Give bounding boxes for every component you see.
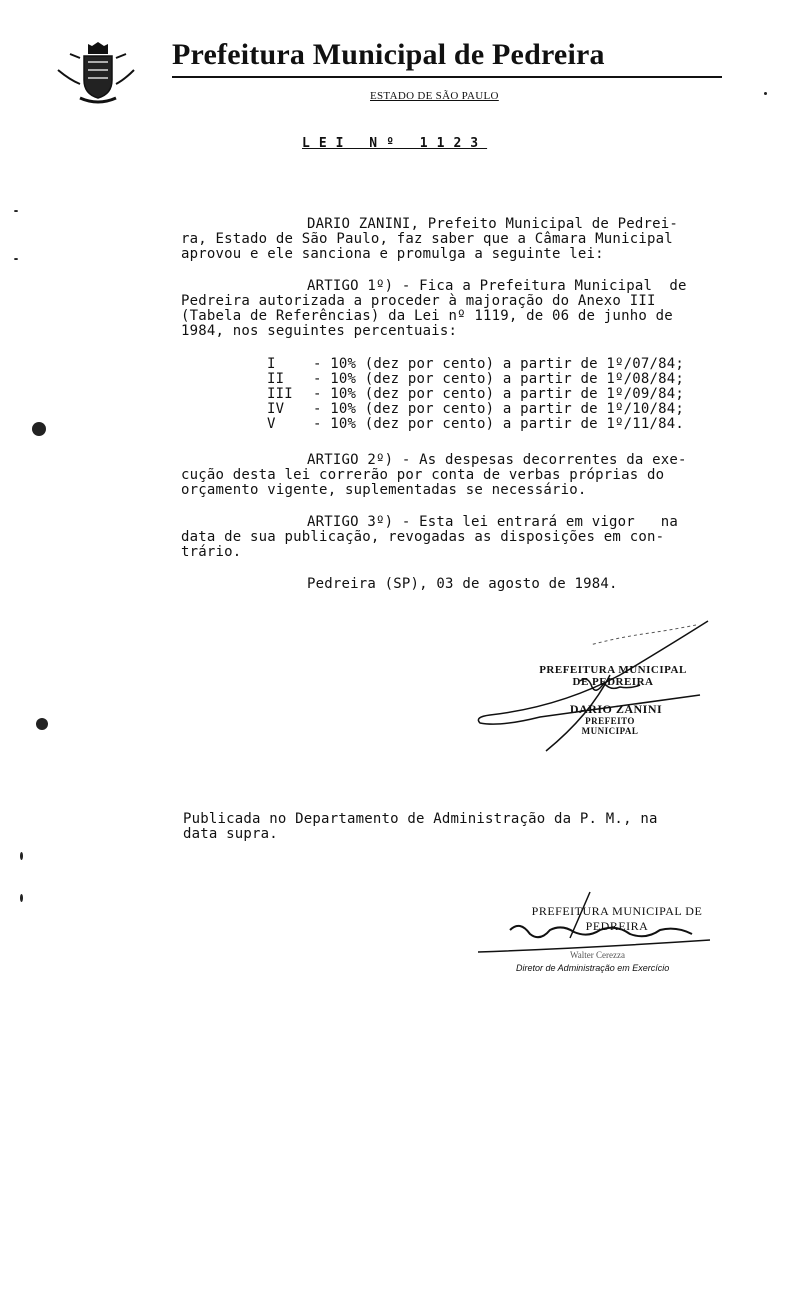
intro-paragraph bbox=[181, 217, 731, 262]
director-role: Diretor de Administração em Exercício bbox=[516, 963, 670, 973]
list-text: - 10% (dez por cento) a partir de 1º/11/84. bbox=[313, 416, 685, 432]
list-item bbox=[267, 387, 684, 402]
text-line: ARTIGO 3º) - Esta lei entrará em vigor na bbox=[307, 514, 679, 530]
text-line: Pedreira autorizada a proceder à majoração do Anexo III bbox=[181, 293, 656, 309]
text-line: aprovou e ele sanciona e promulga a seguinte lei: bbox=[181, 246, 604, 262]
article-3 bbox=[181, 515, 731, 560]
list-item bbox=[267, 417, 684, 432]
list-item bbox=[267, 372, 684, 387]
municipal-coat-of-arms-icon bbox=[50, 40, 140, 106]
text-line: cução desta lei correrão por conta de verbas próprias do bbox=[181, 467, 665, 483]
place-date: Pedreira (SP), 03 de agosto de 1984. bbox=[307, 576, 618, 592]
text-line: ARTIGO 2º) - As despesas decorrentes da exe- bbox=[307, 452, 687, 468]
scan-speck bbox=[36, 718, 48, 730]
article-2 bbox=[181, 453, 731, 498]
municipality-title: Prefeitura Municipal de Pedreira bbox=[172, 38, 605, 71]
state-label: ESTADO DE SÃO PAULO bbox=[370, 90, 499, 102]
text-line: 1984, nos seguintes percentuais: bbox=[181, 323, 458, 339]
text-line: DARIO ZANINI, Prefeito Municipal de Pedrei- bbox=[307, 216, 679, 232]
list-item bbox=[267, 357, 684, 372]
text-line: data supra. bbox=[183, 826, 278, 842]
text-line: ra, Estado de São Paulo, faz saber que a Câmara Municipal bbox=[181, 231, 673, 247]
law-title: LEI Nº 1123 bbox=[302, 136, 488, 151]
list-numeral: V bbox=[267, 416, 276, 432]
mayor-name: DARIO ZANINI bbox=[569, 702, 663, 716]
list-text: - 10% (dez por cento) a partir de 1º/07/84; bbox=[313, 356, 685, 372]
scan-speck bbox=[32, 422, 46, 436]
publication-note bbox=[183, 812, 658, 842]
list-text: - 10% (dez por cento) a partir de 1º/10/84; bbox=[313, 401, 685, 417]
scan-speck bbox=[14, 210, 18, 212]
list-numeral: I bbox=[267, 356, 276, 372]
director-name: Walter Cerezza bbox=[570, 950, 625, 960]
text-line: (Tabela de Referências) da Lei nº 1119, de 06 de junho de bbox=[181, 308, 673, 324]
list-numeral: II bbox=[267, 371, 285, 387]
text-line: ARTIGO 1º) - Fica a Prefeitura Municipal de bbox=[307, 278, 687, 294]
mayor-role: PREFEITO MUNICIPAL bbox=[581, 716, 639, 736]
header-divider bbox=[172, 76, 722, 78]
text-line: orçamento vigente, suplementadas se necessário. bbox=[181, 482, 587, 498]
increase-list bbox=[267, 357, 684, 432]
list-item bbox=[267, 402, 684, 417]
article-1 bbox=[181, 279, 731, 339]
scan-speck bbox=[764, 92, 767, 95]
mayor-stamp-org: PREFEITURA MUNICIPAL DE PEDREIRA bbox=[539, 664, 687, 688]
scan-speck bbox=[14, 258, 18, 260]
scan-speck bbox=[20, 852, 23, 860]
scan-speck bbox=[20, 894, 23, 902]
director-stamp-org: PREFEITURA MUNICIPAL DE PEDREIRA bbox=[531, 904, 703, 933]
list-numeral: III bbox=[267, 386, 293, 402]
text-line: data de sua publicação, revogadas as disposições em con- bbox=[181, 529, 665, 545]
list-text: - 10% (dez por cento) a partir de 1º/09/84; bbox=[313, 386, 685, 402]
list-text: - 10% (dez por cento) a partir de 1º/08/84; bbox=[313, 371, 685, 387]
text-line: Publicada no Departamento de Administração da P. M., na bbox=[183, 811, 658, 827]
text-line: trário. bbox=[181, 544, 242, 560]
list-numeral: IV bbox=[267, 401, 285, 417]
